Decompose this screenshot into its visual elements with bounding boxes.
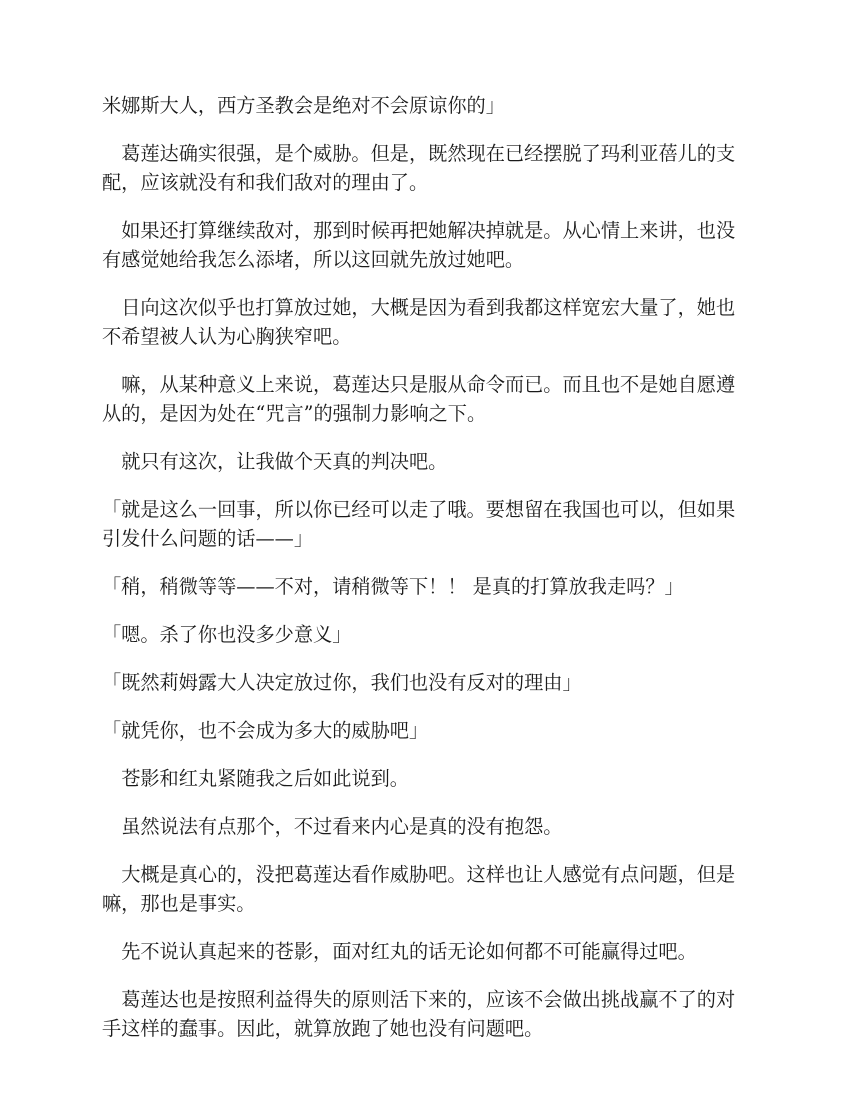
paragraph: 日向这次似乎也打算放过她，大概是因为看到我都这样宽宏大量了，她也不希望被人认为心胸狭窄吧。 (102, 296, 736, 348)
paragraph: 先不说认真起来的苍影，面对红丸的话无论如何都不可能赢得过吧。 (121, 940, 697, 963)
document-page (102, 91, 750, 1062)
paragraph-continuation: 米娜斯大人，西方圣教会是绝对不会原谅你的」 (102, 94, 505, 117)
paragraph: 嘛，从某种意义上来说，葛莲达只是服从命令而已。而且也不是她自愿遵从的，是因为处在“咒言”的强制力影响之下。 (102, 373, 736, 425)
dialogue-line: 「嗯。杀了你也没多少意义」 (102, 623, 352, 646)
paragraph: 虽然说法有点那个，不过看来内心是真的没有抱怨。 (121, 815, 563, 838)
dialogue-line: 「就是这么一回事，所以你已经可以走了哦。要想留在我国也可以，但如果引发什么问题的话——」 (102, 498, 736, 550)
paragraph: 如果还打算继续敌对，那到时候再把她解决掉就是。从心情上来讲，也没有感觉她给我怎么添堵，所以这回就先放过她吧。 (102, 219, 736, 271)
dialogue-line: 「既然莉姆露大人决定放过你，我们也没有反对的理由」 (102, 671, 582, 694)
dialogue-line: 「就凭你，也不会成为多大的威胁吧」 (102, 719, 429, 742)
paragraph: 葛莲达也是按照利益得失的原则活下来的，应该不会做出挑战赢不了的对手这样的蠢事。因此，就算放跑了她也没有问题吧。 (102, 988, 736, 1040)
paragraph: 大概是真心的，没把葛莲达看作威胁吧。这样也让人感觉有点问题，但是嘛，那也是事实。 (102, 863, 736, 915)
paragraph: 就只有这次，让我做个天真的判决吧。 (121, 450, 448, 473)
paragraph: 苍影和红丸紧随我之后如此说到。 (121, 767, 409, 790)
dialogue-line: 「稍，稍微等等——不对，请稍微等下！！ 是真的打算放我走吗？」 (102, 575, 684, 598)
paragraph: 葛莲达确实很强，是个威胁。但是，既然现在已经摆脱了玛利亚蓓儿的支配，应该就没有和我们敌对的理由了。 (102, 142, 736, 194)
